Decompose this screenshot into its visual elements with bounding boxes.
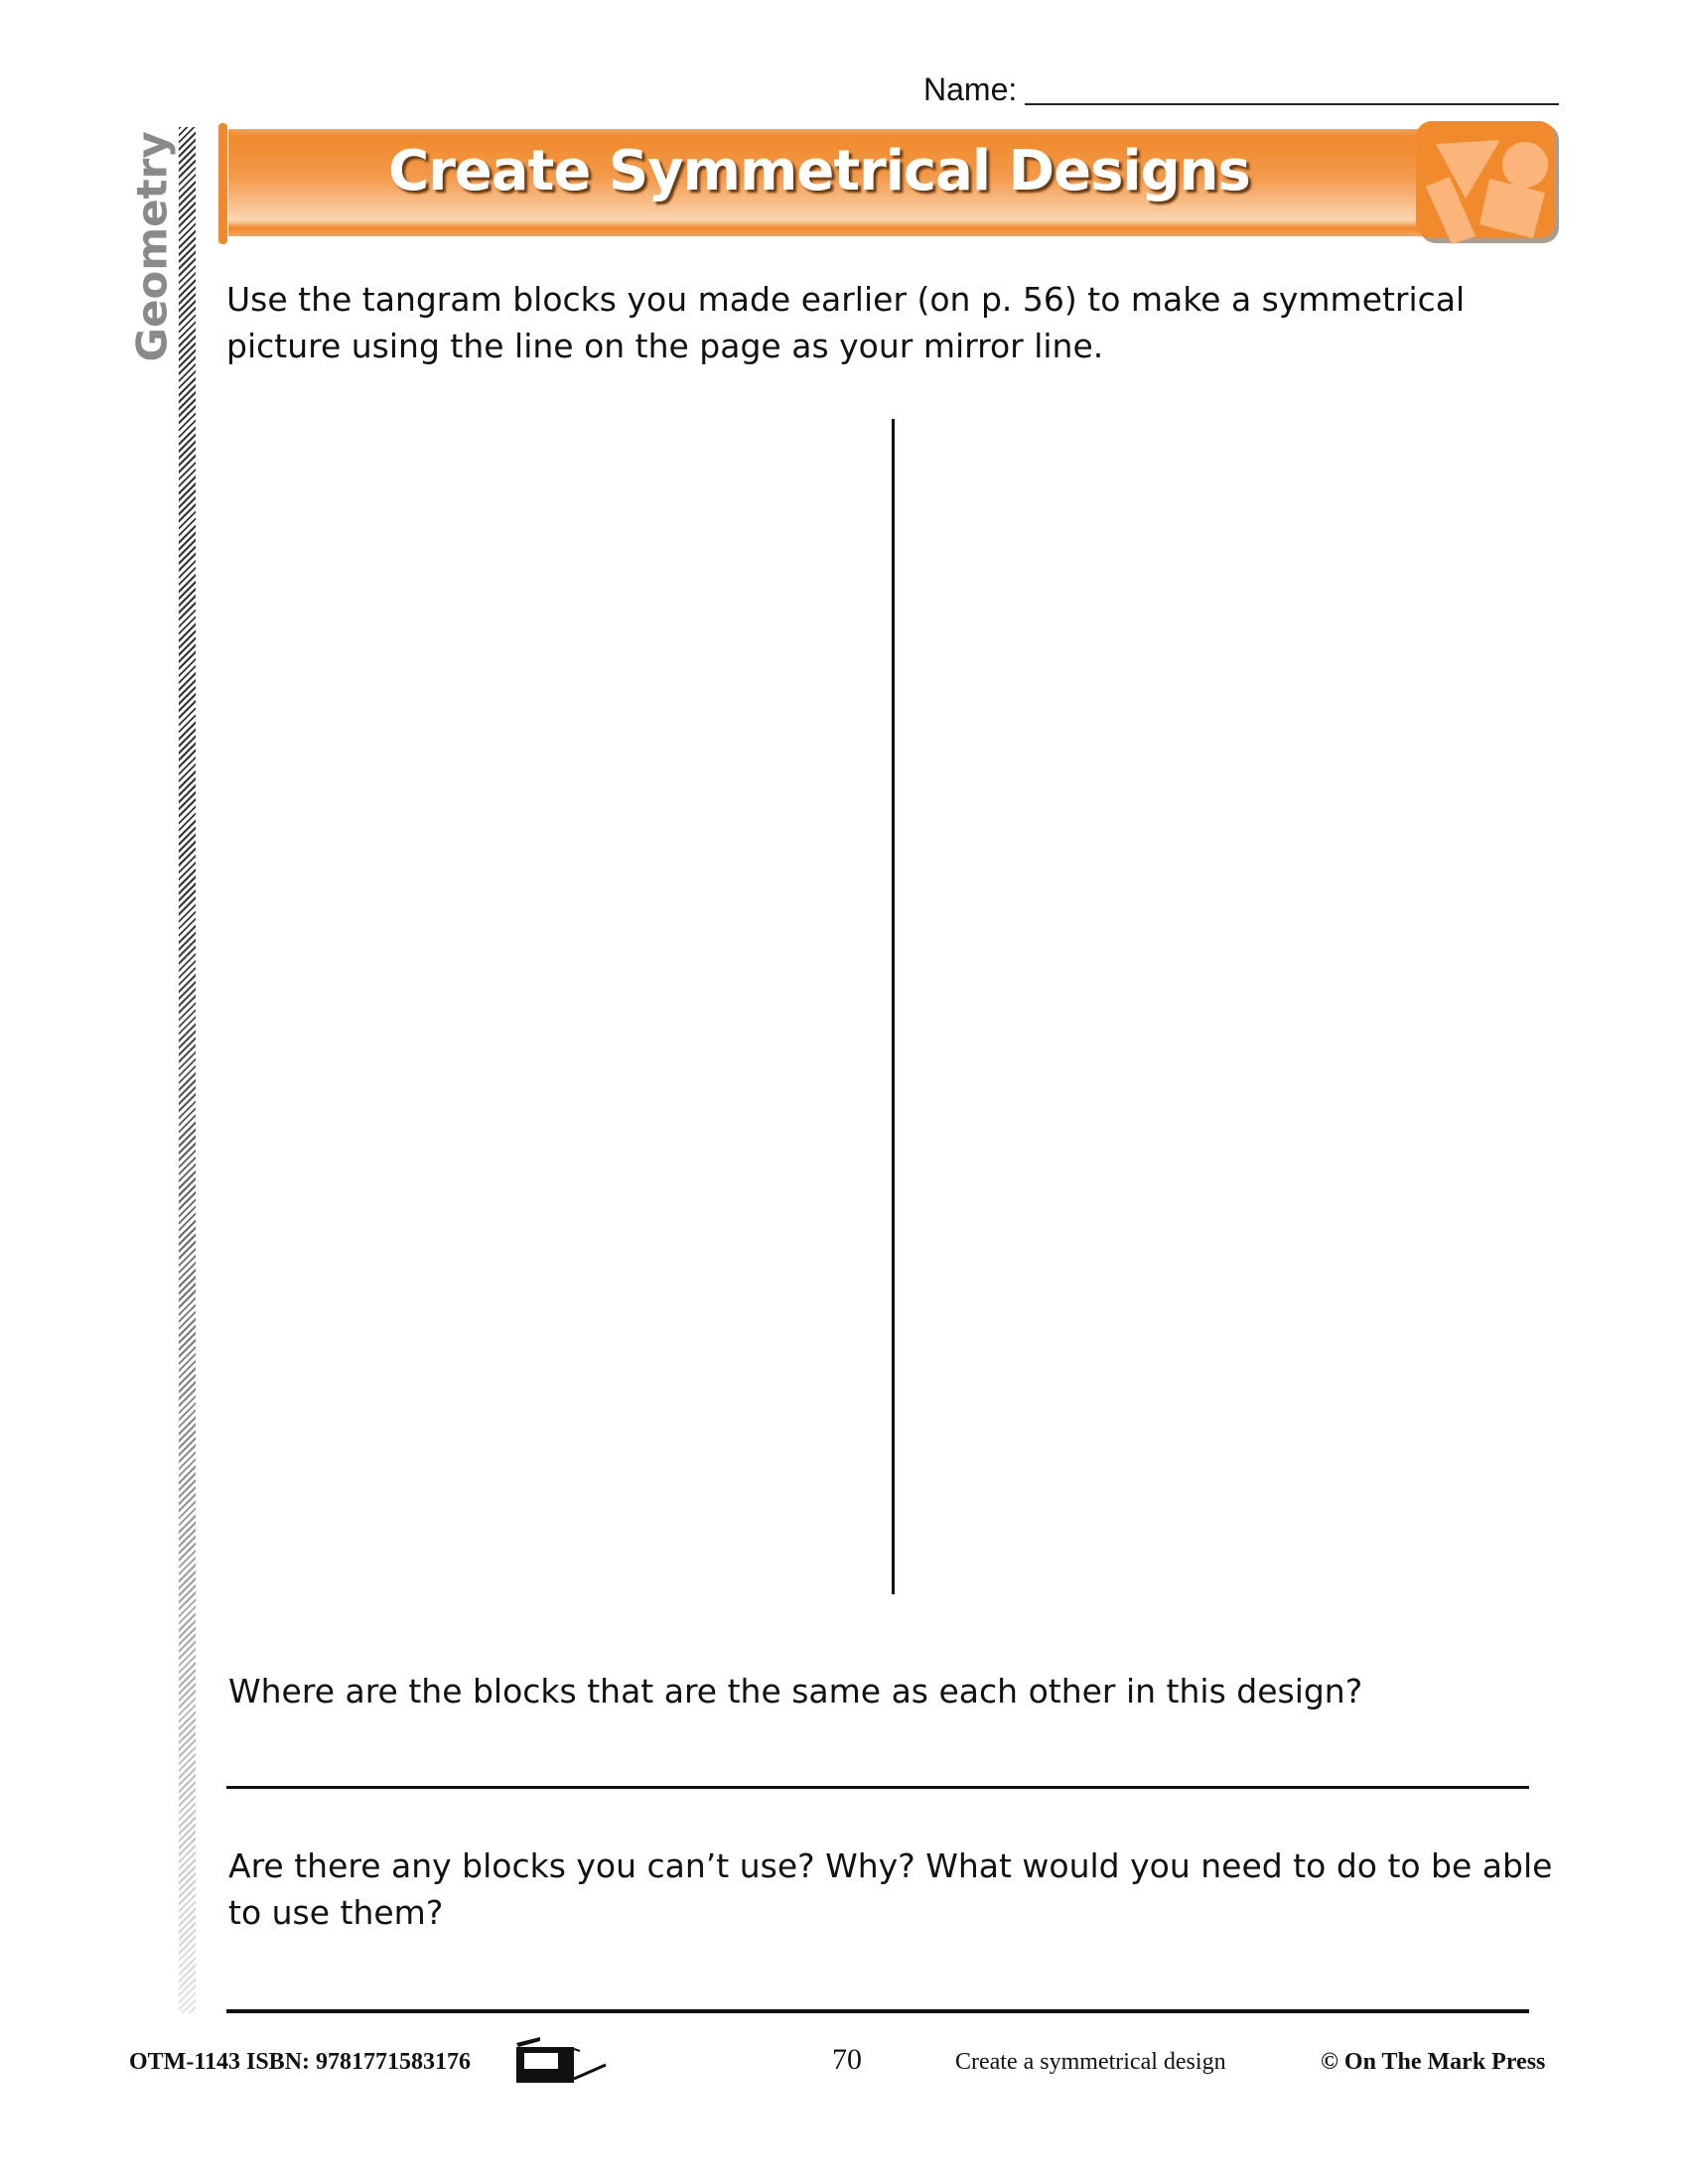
footer-isbn: OTM-1143 ISBN: 9781771583176 [129,2049,472,2075]
name-label: Name: [923,71,1018,107]
mirror-line [892,419,895,1594]
question-1: Where are the blocks that are the same as each other in this design? [228,1672,1363,1710]
page-number: 70 [832,2043,862,2076]
shapes-icon [1414,119,1561,244]
title-bar-cap [218,123,227,244]
subject-label: Geometry [127,131,177,362]
side-hatched-stripe [179,127,196,2013]
photocopier-icon [514,2035,610,2085]
name-input-line[interactable] [1025,103,1559,105]
answer-line-2[interactable] [226,2009,1529,2013]
instructions: Use the tangram blocks you made earlier (on p. 56) to make a symmetrical picture using the line on the page as your mirror line. [226,280,1466,365]
page-title: Create Symmetrical Designs [388,139,1250,204]
question-2: Are there any blocks you can’t use? Why? What would you need to do to be able to use them? [228,1846,1553,1932]
footer-topic: Create a symmetrical design [955,2049,1226,2075]
answer-line-1[interactable] [226,1786,1529,1789]
footer-copyright: © On The Mark Press [1321,2049,1546,2075]
